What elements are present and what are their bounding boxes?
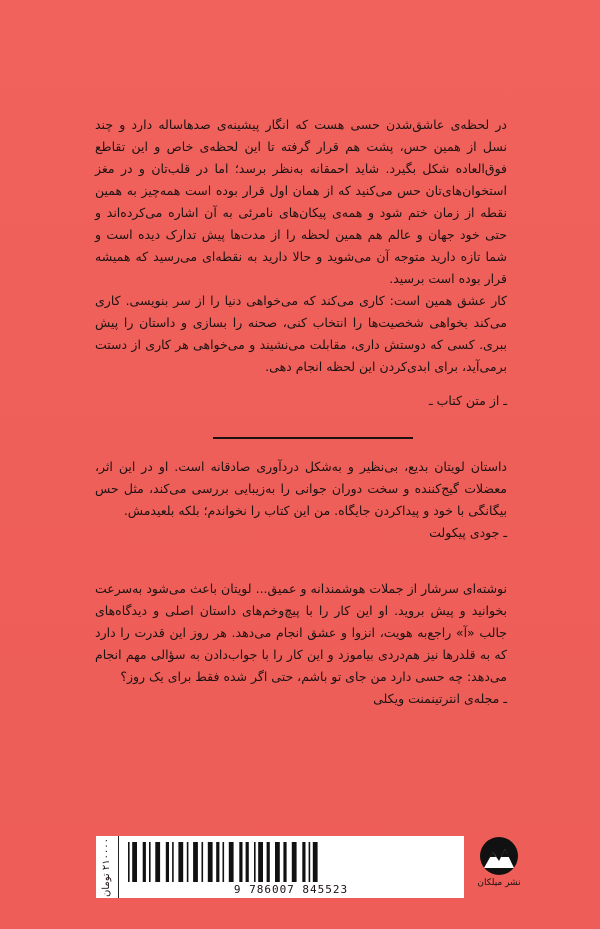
barcode-bar xyxy=(178,842,183,882)
publisher-name: نشر میلکان xyxy=(477,878,521,888)
barcode-bar xyxy=(216,842,219,882)
review-2 xyxy=(95,578,507,710)
barcode-bar xyxy=(143,842,146,882)
barcode-bar xyxy=(254,842,256,882)
barcode-bar xyxy=(246,842,249,882)
barcode-bar xyxy=(223,842,225,882)
excerpt-paragraph-1: در لحظه‌ی عاشق‌شدن حسی هست که انگار پیشینه‌ی صدهاساله دارد و چند نسل از همین حس، پشت هم قرار گرفته تا این لحظه‌ی خاص و این تقاطع فوق‌العاده شکل بگیرد. شاید احمقانه به‌نظر برسد؛ اما در قلب‌تان و در مغز استخوان‌های‌تان حس می‌کنید که از همان اول قرار بوده است همه‌چیز به همین نقطه از زمان ختم شود و همه‌ی پیکان‌های نامرئی به آن اشاره می‌کرده‌اند و حتی خود جهان و عالم هم همین لحظه را از مدت‌ها پیش تدارک دیده است و شما تازه دارید متوجه آن می‌شوید و حالا دارید به نقطه‌ای می‌رسید که همیشه قرار بوده است برسید. xyxy=(95,117,507,286)
barcode-bar xyxy=(275,842,280,882)
barcode-bar xyxy=(239,842,242,882)
review-attribution: ـ جودی پیکولت xyxy=(429,525,507,540)
mountain-peaks-icon xyxy=(476,836,522,876)
barcode-bar xyxy=(166,842,169,882)
barcode-bar xyxy=(292,842,297,882)
review-attribution: ـ مجله‌ی انترتینمنت ویکلی xyxy=(373,691,507,706)
barcode-bar xyxy=(193,842,198,882)
barcode-bar xyxy=(202,842,204,882)
barcode-bar xyxy=(267,842,270,882)
barcode-bar xyxy=(132,842,137,882)
barcode-bar xyxy=(302,842,305,882)
barcode-bar xyxy=(258,842,263,882)
review-text: داستان لویتان بدیع، بی‌نظیر و به‌شکل دردآوری صادقانه است. او در این اثر، معضلات گیج‌کننده و سخت دوران جوانی را به‌زیبایی بررسی می‌کند، مثل حس بیگانگی با خود و پیداکردن جایگاه. من این کتاب را نخواندم؛ بلکه بلعیدمش. xyxy=(95,459,507,518)
barcode-bar xyxy=(172,842,174,882)
section-divider xyxy=(213,437,413,439)
barcode-bar xyxy=(208,842,213,882)
price-text: ۲۱۰۰۰۰ تومان xyxy=(101,837,113,897)
review-1 xyxy=(95,456,507,544)
publisher-logo xyxy=(474,836,524,900)
isbn-barcode-label xyxy=(96,836,464,898)
barcode-bar xyxy=(149,842,151,882)
review-text: نوشته‌ای سرشار از جملات هوشمندانه و عمیق... لویتان باعث می‌شود به‌سرعت بخوانید و پیش بروید. او این کار را با پیچ‌وخم‌های داستان اصلی و دیدگاه‌های جالب «آ» راجع‌به هویت، انزوا و عشق انجام می‌دهد. هر روز این قدرت را دارد که به قلدرها نیز هم‌دردی بیاموزد و این کار را با جواب‌دادن به سؤالی مهم انجام می‌دهد: چه حسی دارد من جای تو باشم، حتی اگر شده فقط برای یک روز؟ xyxy=(95,581,507,684)
barcode-bar xyxy=(309,842,311,882)
barcode-bar xyxy=(229,842,234,882)
barcode-bars xyxy=(126,842,456,882)
barcode-bar xyxy=(187,842,189,882)
barcode-bar xyxy=(155,842,160,882)
price-label xyxy=(96,836,119,898)
book-excerpt xyxy=(95,114,507,412)
barcode-bar xyxy=(283,842,286,882)
isbn-number: 9 786007 845523 xyxy=(233,883,349,896)
barcode-bar xyxy=(313,842,318,882)
barcode-bar xyxy=(128,842,130,882)
excerpt-paragraph-2: کار عشق همین است: کاری می‌کند که می‌خواهی دنیا را از سر بنویسی. کاری می‌کند بخواهی شخصیت‌ها را انتخاب کنی، صحنه را بسازی و داستان را پیش ببری. کسی که دوستش داری، مقابلت می‌نشیند و می‌خواهی هر کاری از دستت برمی‌آید، برای ابدی‌کردن این لحظه انجام دهی. xyxy=(95,293,507,374)
excerpt-source: ـ از متن کتاب ـ xyxy=(428,393,507,408)
